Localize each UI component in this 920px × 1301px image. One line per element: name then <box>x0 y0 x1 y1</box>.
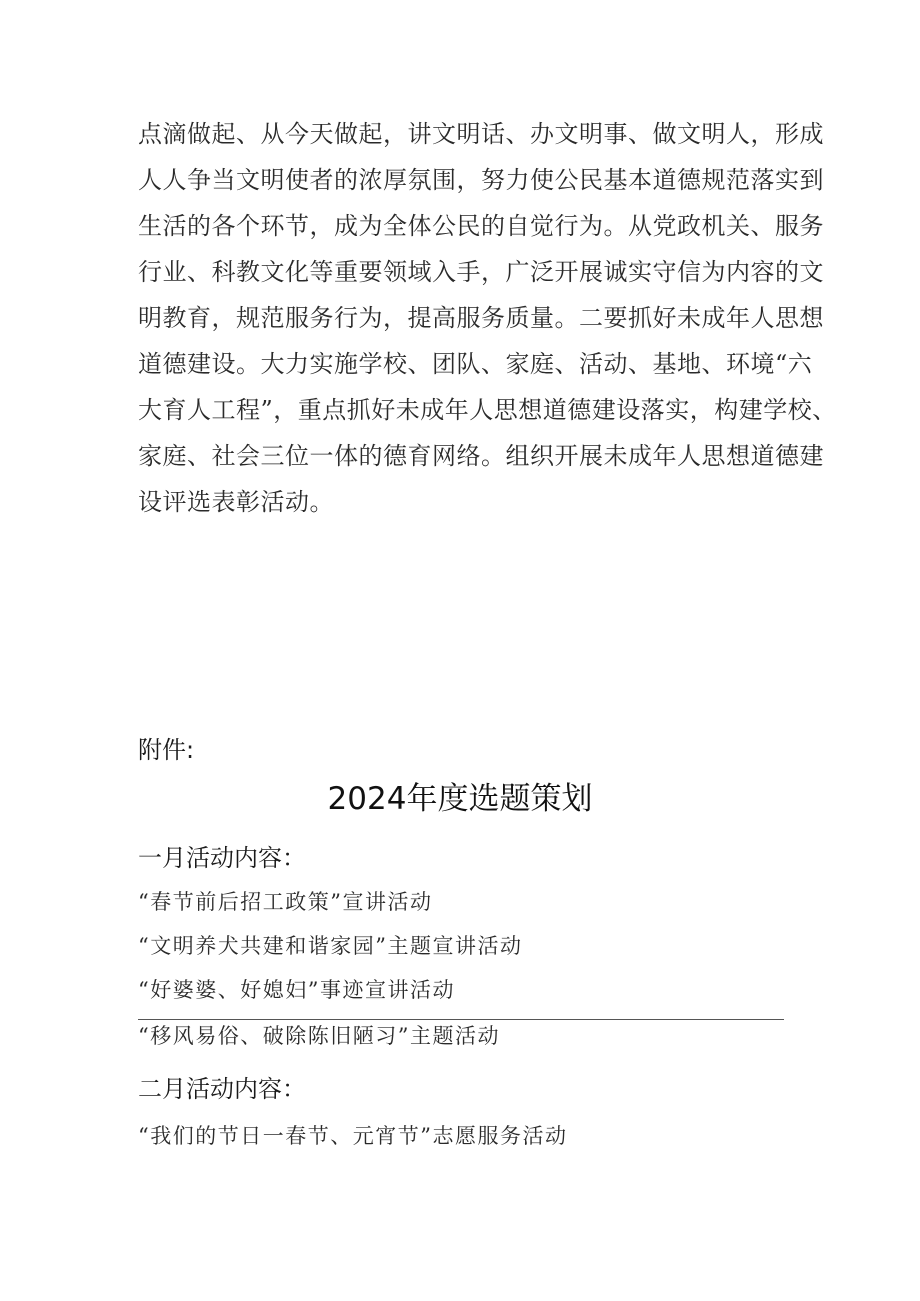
paragraph-line: 家庭、社会三位一体的德育网络。组织开展未成年人思想道德建 <box>138 442 824 470</box>
document-title: 2024年度选题策划 <box>327 781 593 817</box>
paragraph-line: 设评选表彰活动。 <box>138 488 334 516</box>
paragraph-line: 生活的各个环节，成为全体公民的自觉行为。从党政机关、服务 <box>138 212 824 240</box>
attachment-label: 附件: <box>138 736 195 764</box>
activity-item: “我们的节日一春节、元宵节”志愿服务活动 <box>138 1124 568 1148</box>
paragraph-line: 道德建设。大力实施学校、团队、家庭、活动、基地、环境“六 <box>138 350 813 378</box>
paragraph-line: 人人争当文明使者的浓厚氛围，努力使公民基本道德规范落实到 <box>138 166 824 194</box>
activity-item: “移风易俗、破除陈旧陋习”主题活动 <box>138 1024 500 1048</box>
month-heading-january: 一月活动内容： <box>138 844 306 872</box>
activity-item: “好婆婆、好媳妇”事迹宣讲活动 <box>138 978 455 1002</box>
divider-line <box>138 1019 784 1020</box>
activity-item: “文明养犬共建和谐家园”主题宣讲活动 <box>138 934 523 958</box>
month-heading-february: 二月活动内容： <box>138 1075 306 1103</box>
paragraph-line: 行业、科教文化等重要领域入手，广泛开展诚实守信为内容的文 <box>138 258 824 286</box>
paragraph-line: 大育人工程”，重点抓好未成年人思想道德建设落实，构建学校、 <box>138 396 837 424</box>
paragraph-line: 明教育，规范服务行为，提高服务质量。二要抓好未成年人思想 <box>138 304 824 332</box>
paragraph-line: 点滴做起、从今天做起，讲文明话、办文明事、做文明人，形成 <box>138 120 824 148</box>
activity-item: “春节前后招工政策”宣讲活动 <box>138 890 433 914</box>
